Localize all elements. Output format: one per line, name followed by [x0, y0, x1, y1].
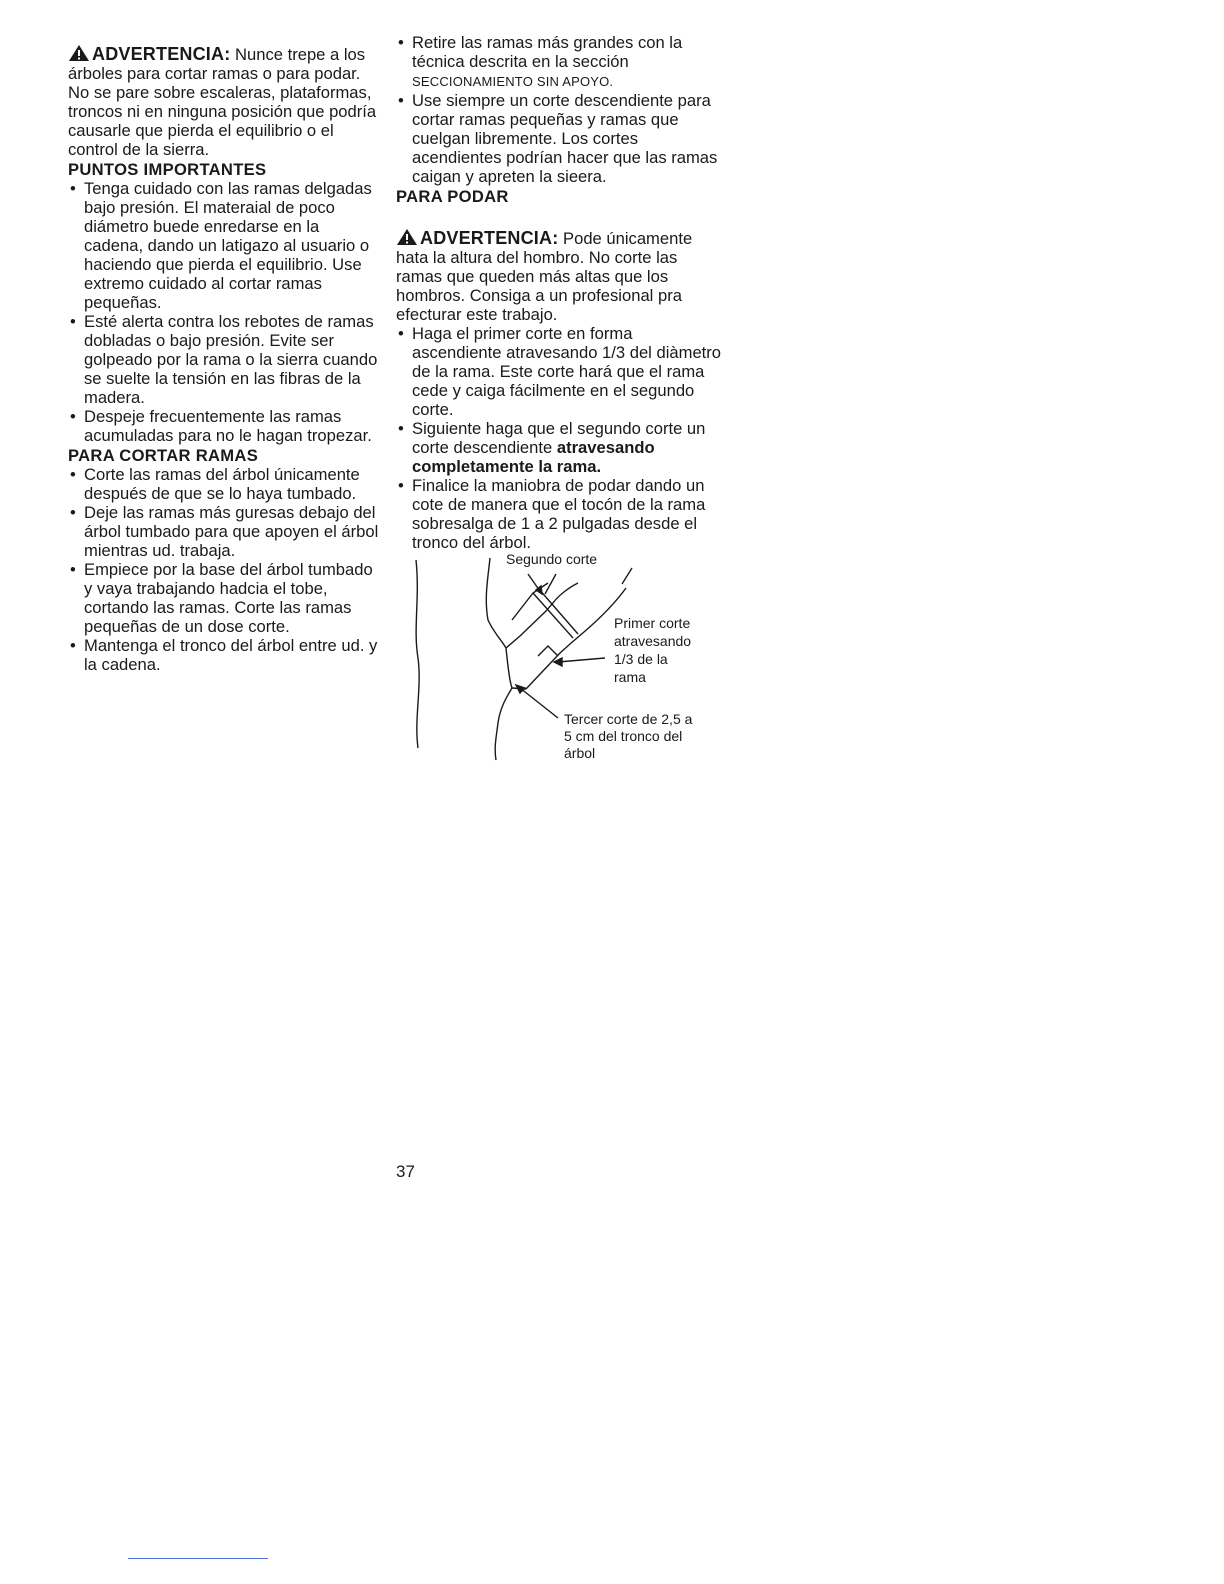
warning-triangle-icon: [68, 44, 90, 62]
list-item: • Deje las ramas más guresas debajo del árbol tumbado para que apoyen el árbol mientras ud. trabaja.: [68, 503, 380, 560]
warning-triangle-icon: [396, 228, 418, 246]
list-item: • Empiece por la base del árbol tumbado y vaya trabajando hadcia el tobe, cortando las ramas. Corte las ramas pequeñas de un dose corte.: [68, 560, 380, 636]
warning-text: Pode únicamente hata la altura del hombro. No corte las ramas que queden más altas que los hombros. Consiga a un profesional pra efecturar este trabajo.: [396, 229, 693, 324]
list-item: • Haga el primer corte en forma ascendiente atravesando 1/3 del diàmetro de la rama. Este corte hará que el rama cede y caiga fácilmente en el segundo corte.: [396, 324, 726, 419]
list-item: • Esté alerta contra los rebotes de ramas dobladas o bajo presión. Evite ser golpeado por la rama o la sierra cuando se suelte la tensión en las fibras de la madera.: [68, 312, 380, 407]
label-segundo-corte: Segundo corte: [506, 551, 598, 567]
label-primer-corte-line: atravesando: [614, 633, 692, 649]
label-tercer-corte-line: Tercer corte de 2,5 a: [564, 711, 693, 727]
small-caps-reference: SECCIONAMIENTO SIN APOYO.: [412, 74, 614, 89]
section-heading-puntos: PUNTOS IMPORTANTES: [68, 160, 267, 179]
podar-list: [396, 324, 726, 552]
left-column: [68, 44, 380, 674]
warning-label: ADVERTENCIA:: [396, 228, 558, 248]
label-primer-corte-line: 1/3 de la: [614, 651, 668, 667]
list-item: • Siguiente haga que el segundo corte un corte descendiente atravesando completamente la rama.: [396, 419, 726, 476]
list-item: • Corte las ramas del árbol únicamente después de que se lo haya tumbado.: [68, 465, 380, 503]
pruning-cuts-diagram: [408, 548, 738, 763]
warning-text: Nunce trepe a los árboles para cortar ramas o para podar. No se pare sobre escaleras, plataformas, troncos ni en ninguna posición que podría causarle que pierda el equilibrio o el control de la sierra.: [68, 45, 377, 159]
warning-climbing: [68, 44, 380, 159]
list-item: • Use siempre un corte descendiente para cortar ramas pequeñas y ramas que cuelgan libremente. Los cortes acendientes podrían hacer que las ramas caigan y apreten la sieera.: [396, 91, 726, 186]
page-number: 37: [396, 1162, 415, 1181]
list-item: • Tenga cuidado con las ramas delgadas bajo presión. El materaial de poco diámetro buede enredarse en la cadena, dando un latigazo al usuario o haciendo que pierda el equilibrio. Use extremo cuidado al cortar ramas pequeñas.: [68, 179, 380, 312]
list-item: • Finalice la maniobra de podar dando un cote de manera que el tocón de la rama sobresalga de 1 a 2 pulgadas desde el tronco del árbol.: [396, 476, 726, 552]
label-primer-corte-line: Primer corte: [614, 615, 691, 631]
puntos-list: [68, 179, 380, 445]
bold-emphasis: atravesando completamente la rama.: [412, 438, 655, 476]
right-column: [396, 33, 726, 552]
list-item: • Retire las ramas más grandes con la técnica descrita en la sección SECCIONAMIENTO SIN APOYO.: [396, 33, 726, 91]
warning-podar: [396, 228, 726, 324]
label-primer-corte-line: rama: [614, 669, 646, 685]
list-item: • Mantenga el tronco del árbol entre ud. y la cadena.: [68, 636, 380, 674]
label-tercer-corte-line: árbol: [564, 745, 596, 761]
section-heading-podar: PARA PODAR: [396, 187, 509, 206]
footer-rule: [128, 1558, 268, 1559]
cortar-list-continued: [396, 33, 726, 186]
section-heading-cortar: PARA CORTAR RAMAS: [68, 446, 259, 465]
list-item: • Despeje frecuentemente las ramas acumuladas para no le hagan tropezar.: [68, 407, 380, 445]
cortar-list: [68, 465, 380, 674]
warning-label: ADVERTENCIA:: [68, 44, 230, 64]
label-tercer-corte-line: 5 cm del tronco del: [564, 728, 683, 744]
